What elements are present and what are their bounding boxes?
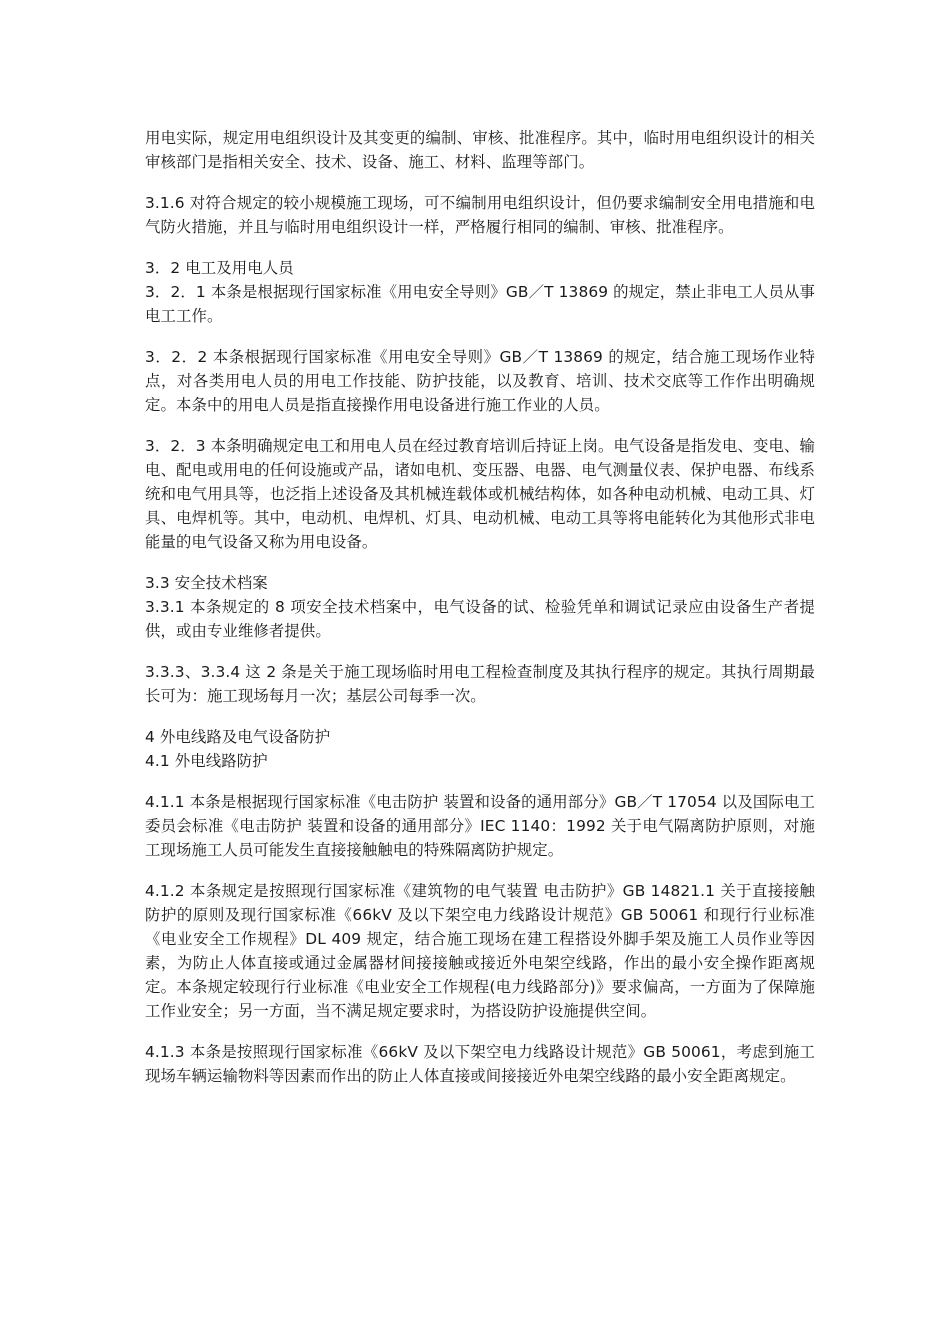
section-heading-3-2: 3．2 电工及用电人员 [145,259,294,277]
paragraph-continuation: 用电实际，规定用电组织设计及其变更的编制、审核、批准程序。其中，临时用电组织设计的相关审核部门是指相关安全、技术、设备、施工、材料、监理等部门。 [145,129,815,171]
paragraph-3-1-6: 3.1.6 对符合规定的较小规模施工现场，可不编制用电组织设计，但仍要求编制安全用电措施和电气防火措施，并且与临时用电组织设计一样，严格履行相同的编制、审核、批准程序。 [145,194,815,236]
paragraph-4-1-2: 4.1.2 本条规定是按照现行国家标准《建筑物的电气装置 电击防护》GB 14821.1 关于直接接触防护的原则及现行国家标准《66kV 及以下架空电力线路设计规范》GB 50061 和现行行业标准《电业安全工作规程》DL 409 规定，结合施工现场在建工程搭设外脚手架及施工人员作业等因素，为防止人体直接或通过金属器材间接接触或接近外电架空线路，作出的最小安全操作距离规定。本条规定较现行行业标准《电业安全工作规程(电力线路部分)》要求偏高，一方面为了保障施工作业安全；另一方面，当不满足规定要求时，为搭设防护设施提供空间。 [145,882,815,1020]
paragraph-3-2-3: 3．2．3 本条明确规定电工和用电人员在经过教育培训后持证上岗。电气设备是指发电、变电、输电、配电或用电的任何设施或产品，诸如电机、变压器、电器、电气测量仪表、保护电器、布线系统和电气用具等，也泛指上述设备及其机械连载体或机械结构体，如各种电动机械、电动工具、灯具、电焊机等。其中，电动机、电焊机、灯具、电动机械、电动工具等将电能转化为其他形式非电能量的电气设备又称为用电设备。 [145,437,815,551]
paragraph-3-3-3: 3.3.3、3.3.4 这 2 条是关于施工现场临时用电工程检查制度及其执行程序的规定。其执行周期最长可为：施工现场每月一次；基层公司每季一次。 [145,663,815,705]
document-page [145,126,815,1105]
paragraph-3-2-1: 3．2．1 本条是根据现行国家标准《用电安全导则》GB／T 13869 的规定，禁止非电工人员从事电工工作。 [145,283,815,325]
section-heading-3-3: 3.3 安全技术档案 [145,574,268,592]
paragraph-3-2-2: 3．2．2 本条根据现行国家标准《用电安全导则》GB／T 13869 的规定，结合施工现场作业特点，对各类用电人员的用电工作技能、防护技能，以及教育、培训、技术交底等工作作出明确规定。本条中的用电人员是指直接操作用电设备进行施工作业的人员。 [145,348,815,414]
section-heading-4-1: 4.1 外电线路防护 [145,752,268,770]
paragraph-4-1-3: 4.1.3 本条是按照现行国家标准《66kV 及以下架空电力线路设计规范》GB 50061，考虑到施工现场车辆运输物料等因素而作出的防止人体直接或间接接近外电架空线路的最小安全距离规定。 [145,1043,815,1085]
chapter-heading-4: 4 外电线路及电气设备防护 [145,728,331,746]
paragraph-3-3-1: 3.3.1 本条规定的 8 项安全技术档案中，电气设备的试、检验凭单和调试记录应由设备生产者提供，或由专业维修者提供。 [145,598,815,640]
paragraph-4-1-1: 4.1.1 本条是根据现行国家标准《电击防护 装置和设备的通用部分》GB／T 17054 以及国际电工委员会标准《电击防护 装置和设备的通用部分》IEC 1140：1992 关于电气隔离防护原则，对施工现场施工人员可能发生直接接触触电的特殊隔离防护规定。 [145,793,815,859]
